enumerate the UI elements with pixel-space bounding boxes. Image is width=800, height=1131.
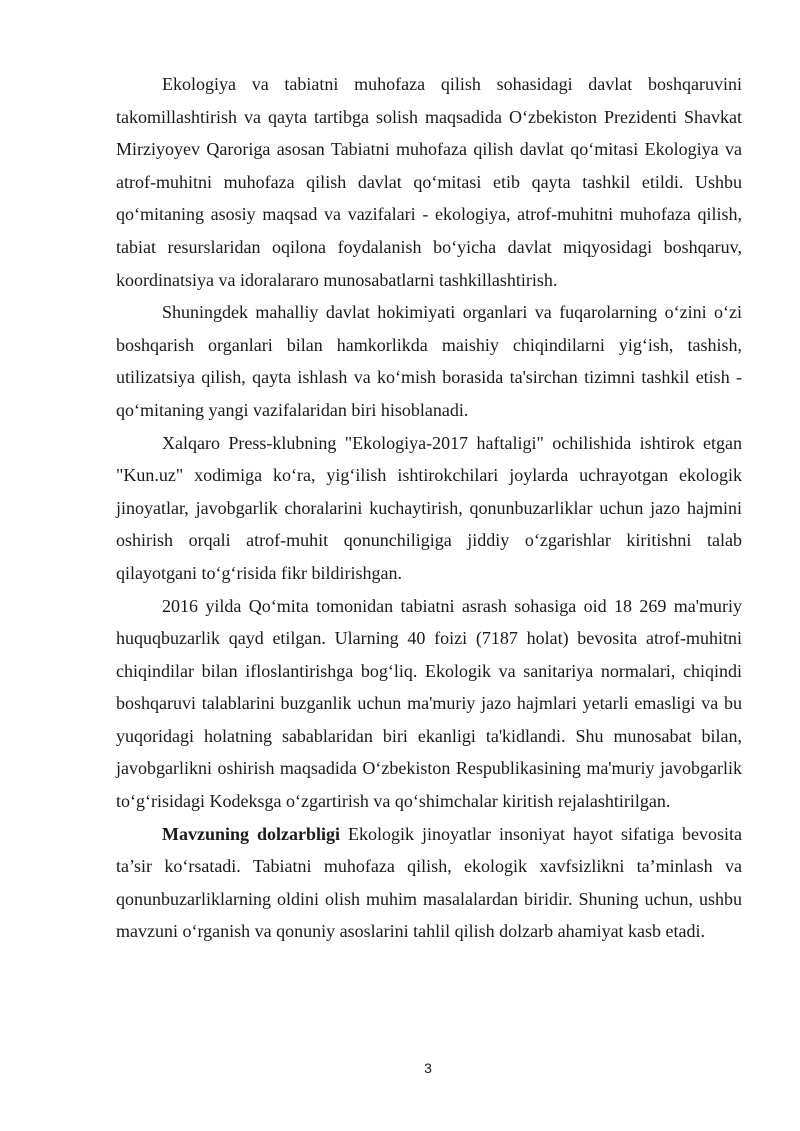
body-text [116,68,742,948]
paragraph-3 [116,427,742,590]
paragraph-1-text: Ekologiya va tabiatni muhofaza qilish sohasidagi davlat boshqaruvini takomillashtirish va qayta tartibga solish maqsadida O‘zbekiston Prezidenti Shavkat Mirziyoyev Qaroriga asosan Tabiatni muhofaza qilish davlat qo‘mitasi Ekologiya va atrof-muhitni muhofaza qilish davlat qo‘mitasi etib qayta tashkil etildi. Ushbu qo‘mitaning asosiy maqsad va vazifalari - ekologiya, atrof-muhitni muhofaza qilish, tabiat resurslaridan oqilona foydalanish bo‘yicha davlat miqyosidagi boshqaruv, koordinatsiya va idoralararo munosabatlarni tashkillashtirish. [116,74,742,290]
paragraph-2-text: Shuningdek mahalliy davlat hokimiyati organlari va fuqarolarning o‘zini o‘zi boshqarish organlari bilan hamkorlikda maishiy chiqindilarni yig‘ish, tashish, utilizatsiya qilish, qayta ishlash va ko‘mish borasida ta'sirchan tizimni tashkil etish - qo‘mitaning yangi vazifalaridan biri hisoblanadi. [116,302,742,420]
page-number: 3 [424,1060,432,1076]
section-heading-inline: Mavzuning dolzarbligi [162,823,341,844]
paragraph-2 [116,296,742,426]
paragraph-3-text: Xalqaro Press-klubning "Ekologiya-2017 haftaligi" ochilishida ishtirok etgan "Kun.uz" xodimiga ko‘ra, yig‘ilish ishtirokchilari joylarda uchrayotgan ekologik jinoyatlar, javobgarlik choralarini kuchaytirish, qonunbuzarliklar uchun jazo hajmini oshirish orqali atrof-muhit qonunchiligiga jiddiy o‘zgarishlar kiritishni talab qilayotgani to‘g‘risida fikr bildirishgan. [116,432,742,583]
paragraph-5-text: Ekologik jinoyatlar insoniyat hayot sifatiga bevosita ta’sir ko‘rsatadi. Tabiatni muhofaza qilish, ekologik xavfsizlikni ta’minlash va qonunbuzarliklarning oldini olish muhim masalalardan biridir. Shuning uchun, ushbu mavzuni o‘rganish va qonuniy asoslarini tahlil qilish dolzarb ahamiyat kasb etadi. [116,823,742,942]
paragraph-1 [116,68,742,296]
paragraph-4-text: 2016 yilda Qo‘mita tomonidan tabiatni asrash sohasiga oid 18 269 ma'muriy huquqbuzarlik qayd etilgan. Ularning 40 foizi (7187 holat) bevosita atrof-muhitni chiqindilar bilan ifloslantirishga bog‘liq. Ekologik va sanitariya normalari, chiqindi boshqaruvi talablarini buzganlik uchun ma'muriy jazo hajmlari yetarli emasligi va bu yuqoridagi holatning sabablaridan biri ekanligi ta'kidlandi. Shu munosabat bilan, javobgarlikni oshirish maqsadida O‘zbekiston Respublikasining ma'muriy javobgarlik to‘g‘risidagi Kodeksga o‘zgartirish va qo‘shimchalar kiritish rejalashtirilgan. [116,595,742,812]
paragraph-4 [116,590,742,818]
paragraph-5 [116,818,742,948]
